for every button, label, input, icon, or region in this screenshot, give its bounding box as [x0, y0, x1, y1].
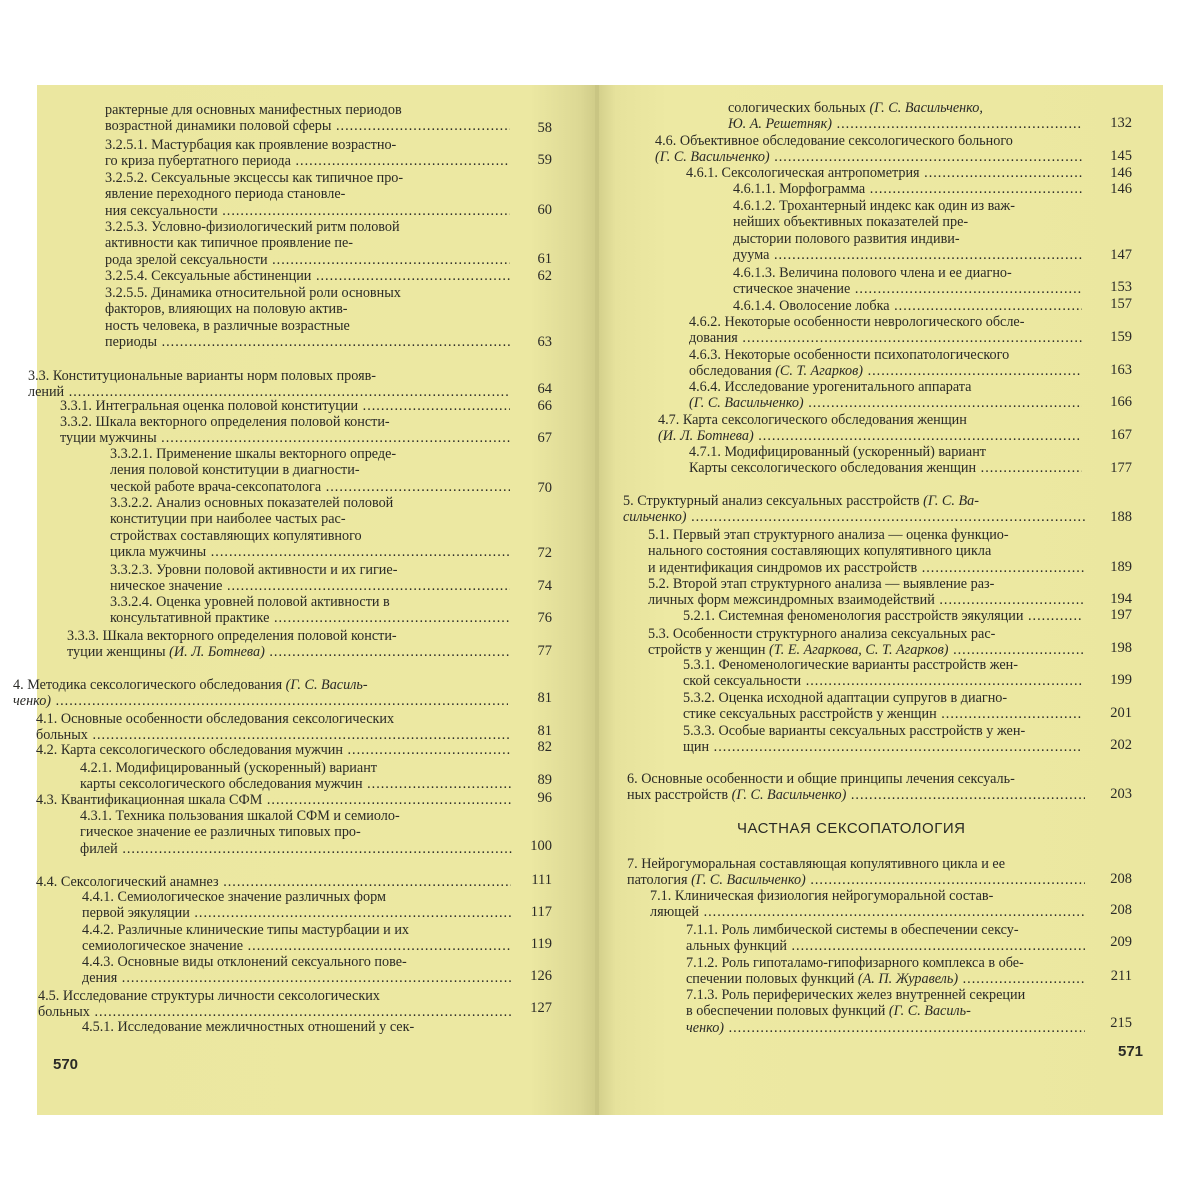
- toc-entry-line: активности как типичное проявление пе-: [105, 235, 353, 252]
- toc-entry: [13, 677, 508, 710]
- toc-entry-line: консультативной практике .....: [110, 610, 510, 626]
- toc-entry-line: ской сексуальности .....: [683, 673, 1082, 689]
- toc-entry: [648, 527, 1085, 576]
- toc-entry: [80, 808, 513, 857]
- toc-page-number: 159: [1110, 329, 1132, 345]
- toc-entry-line: 4.6.1. Сексологическая антропометрия .....: [686, 165, 1082, 181]
- toc-entry-line: 4.3. Квантификационная шкала СФМ .....: [36, 792, 511, 808]
- toc-entry-line: ченко) .....: [13, 693, 508, 709]
- toc-entry: [686, 922, 1085, 955]
- toc-page-number: 189: [1110, 559, 1132, 575]
- toc-entry-line: больных .....: [36, 727, 511, 743]
- toc-entry-line: 4.7. Карта сексологического обследования женщин: [658, 412, 967, 428]
- toc-page-number: 209: [1110, 934, 1132, 950]
- toc-entry-line: 4.5.1. Исследование межличностных отношений у сек-: [82, 1019, 415, 1035]
- toc-page-number: 96: [537, 790, 552, 806]
- toc-entry: [627, 771, 1085, 804]
- toc-page-number: 208: [1110, 871, 1132, 887]
- toc-page-number: 153: [1110, 279, 1132, 295]
- toc-entry-line: 4.6.1.2. Трохантерный индекс как один из важ-: [733, 198, 1015, 214]
- toc-page-number: 147: [1110, 247, 1132, 263]
- toc-entry-line: 4.4.1. Семиологическое значение различных форм: [82, 889, 386, 905]
- toc-entry: [623, 493, 1085, 526]
- toc-entry-line: ченко) .....: [686, 1020, 1085, 1036]
- toc-page-number: 60: [537, 202, 552, 218]
- toc-entry: [110, 562, 510, 595]
- toc-entry-line: 5.3.2. Оценка исходной адаптации супругов в диагно-: [683, 690, 1008, 706]
- toc-entry-line: 5.2. Второй этап структурного анализа — выявление раз-: [648, 576, 995, 592]
- toc-entry-line: филей .....: [80, 841, 513, 857]
- toc-entry: [82, 1019, 512, 1035]
- toc-entry-line: гическое значение ее различных типовых про-: [80, 824, 361, 841]
- toc-entry: [60, 414, 510, 447]
- toc-entry: [67, 628, 510, 661]
- toc-entry: [105, 137, 510, 170]
- toc-page-number: 127: [530, 1000, 552, 1016]
- toc-entry-line: 3.3.2.2. Анализ основных показателей половой: [110, 495, 394, 511]
- toc-entry-line: Карты сексологического обследования женщин .....: [689, 460, 1082, 476]
- toc-entry-line: личных форм межсиндромных взаимодействий .....: [648, 592, 1085, 608]
- toc-page-number: 203: [1110, 786, 1132, 802]
- toc-entry: [733, 181, 1082, 197]
- toc-entry: [733, 298, 1082, 314]
- toc-page-number: 66: [537, 398, 552, 414]
- toc-page-number: 194: [1110, 591, 1132, 607]
- toc-entry-line: 3.2.5.4. Сексуальные абстиненции .....: [105, 268, 510, 284]
- toc-entry-line: ляющей .....: [650, 904, 1085, 920]
- toc-entry-line: 4.7.1. Модифицированный (ускоренный) вариант: [689, 444, 986, 460]
- toc-page-number: 201: [1110, 705, 1132, 721]
- toc-entry: [686, 165, 1082, 181]
- toc-entry: [36, 792, 511, 808]
- toc-entry-line: туции мужчины .....: [60, 430, 510, 446]
- toc-entry: [80, 760, 513, 793]
- toc-entry: [36, 711, 511, 744]
- toc-page-number: 59: [537, 152, 552, 168]
- toc-page-number: 199: [1110, 672, 1132, 688]
- toc-entry: [105, 102, 510, 135]
- toc-entry-line: 4.6.1.1. Морфограмма .....: [733, 181, 1082, 197]
- toc-page-number: 77: [537, 643, 552, 659]
- toc-entry: [105, 285, 510, 350]
- toc-page-number: 215: [1110, 1015, 1132, 1031]
- toc-page-number: 76: [537, 610, 552, 626]
- toc-entry-line: 7.1. Клиническая физиология нейрогуморальной состав-: [650, 888, 994, 904]
- toc-entry-line: ческой работе врача-сексопатолога .....: [110, 479, 510, 495]
- toc-entry-line: ния сексуальности .....: [105, 203, 510, 219]
- book-spread: [13, 85, 1163, 1115]
- toc-entry: [38, 988, 511, 1021]
- toc-entry-line: рода зрелой сексуальности .....: [105, 252, 510, 268]
- toc-entry-line: (Г. С. Васильченко) .....: [689, 395, 1082, 411]
- toc-entry-line: стройств у женщин (Т. Е. Агаркова, С. Т. Агарков) .....: [648, 642, 1085, 658]
- toc-entry-line: лений .....: [28, 384, 510, 400]
- section-heading: ЧАСТНАЯ СЕКСОПАТОЛОГИЯ: [737, 820, 966, 837]
- toc-entry-line: 4.4. Сексологический анамнез .....: [36, 874, 511, 890]
- toc-entry: [683, 690, 1082, 723]
- toc-page-number: 81: [537, 690, 552, 706]
- toc-entry-line: патология (Г. С. Васильченко) .....: [627, 872, 1085, 888]
- toc-entry-line: цикла мужчины .....: [110, 544, 510, 560]
- toc-entry-line: 3.3.3. Шкала векторного определения половой консти-: [67, 628, 397, 644]
- toc-entry-line: семиологическое значение .....: [82, 938, 512, 954]
- toc-entry: [655, 133, 1082, 166]
- toc-entry: [689, 379, 1082, 412]
- toc-page-number: 89: [537, 772, 552, 788]
- toc-entry-line: 4.6.1.3. Величина полового члена и ее диагно-: [733, 265, 1012, 281]
- toc-entry-line: 3.2.5.1. Мастурбация как проявление возрастно-: [105, 137, 397, 153]
- left-page: [13, 85, 597, 1115]
- toc-entry-line: (Г. С. Васильченко) .....: [655, 149, 1082, 165]
- toc-entry-line: (И. Л. Ботнева) .....: [658, 428, 1082, 444]
- toc-entry-line: 5. Структурный анализ сексуальных расстройств (Г. С. Ва-: [623, 493, 979, 509]
- toc-entry: [728, 100, 1082, 133]
- toc-entry-line: ность человека, в различные возрастные: [105, 317, 350, 334]
- toc-entry-line: 7.1.3. Роль периферических желез внутренней секреции: [686, 987, 1026, 1003]
- toc-entry: [82, 954, 512, 987]
- toc-entry-line: больных .....: [38, 1004, 511, 1020]
- toc-entry: [105, 268, 510, 284]
- toc-entry-line: 3.3.2.3. Уровни половой активности и их гигие-: [110, 562, 398, 578]
- toc-entry-line: 4.6.1.4. Оволосение лобка .....: [733, 298, 1082, 314]
- toc-entry-line: сильченко) .....: [623, 509, 1085, 525]
- toc-page-number: 167: [1110, 427, 1132, 443]
- toc-entry: [36, 742, 511, 758]
- toc-entry-line: 3.2.5.5. Динамика относительной роли основных: [105, 285, 401, 301]
- toc-page-number: 64: [537, 381, 552, 397]
- toc-entry-line: 5.1. Первый этап структурного анализа — оценка функцио-: [648, 527, 1009, 543]
- toc-entry-line: 4.5. Исследование структуры личности сексологических: [38, 988, 380, 1004]
- toc-entry-line: явление переходного периода становле-: [105, 186, 346, 203]
- toc-entry: [733, 198, 1082, 263]
- toc-page-number: 81: [537, 723, 552, 739]
- toc-entry: [627, 856, 1085, 889]
- toc-entry-line: 5.3.3. Особые варианты сексуальных расстройств у жен-: [683, 723, 1026, 739]
- toc-entry-line: 5.3. Особенности структурного анализа сексуальных рас-: [648, 626, 996, 642]
- toc-page-number: 202: [1110, 737, 1132, 753]
- toc-entry: [686, 955, 1085, 988]
- toc-entry-line: 3.3.2.1. Применение шкалы векторного опреде-: [110, 446, 397, 462]
- toc-page-number: 177: [1110, 460, 1132, 476]
- toc-entry-line: 4.2.1. Модифицированный (ускоренный) вариант: [80, 760, 377, 776]
- toc-page-number: 70: [537, 480, 552, 496]
- toc-entry-line: 4.6.4. Исследование урогенитального аппарата: [689, 379, 972, 395]
- toc-entry-line: факторов, влияющих на половую актив-: [105, 301, 348, 318]
- toc-entry: [683, 657, 1082, 690]
- toc-page-number: 146: [1110, 165, 1132, 181]
- toc-entry-line: 4.4.3. Основные виды отклонений сексуального пове-: [82, 954, 407, 970]
- toc-entry-line: спечении половых функций (А. П. Журавель) .....: [686, 971, 1085, 987]
- toc-page-number: 146: [1110, 181, 1132, 197]
- toc-entry-line: 4.6. Объективное обследование сексологического больного: [655, 133, 1013, 149]
- toc-entry-line: 5.2.1. Системная феноменология расстройств эякуляции .....: [683, 608, 1082, 624]
- toc-page-number: 188: [1110, 509, 1132, 525]
- toc-page-number: 67: [537, 430, 552, 446]
- toc-page-number: 119: [530, 936, 552, 952]
- toc-entry: [648, 626, 1085, 659]
- toc-entry-line: 3.3. Конституциональные варианты норм половых прояв-: [28, 368, 377, 384]
- right-page: [599, 85, 1163, 1115]
- toc-entry-line: альных функций .....: [686, 938, 1085, 954]
- toc-entry-line: в обеспечении половых функций (Г. С. Василь-: [686, 1003, 971, 1020]
- toc-entry-line: 7.1.2. Роль гипоталамо-гипофизарного комплекса в обе-: [686, 955, 1024, 971]
- toc-entry-line: нального состояния составляющих копулятивного цикла: [648, 543, 992, 560]
- toc-entry: [689, 444, 1082, 477]
- toc-entry: [683, 608, 1082, 624]
- toc-page-number: 211: [1110, 968, 1132, 984]
- toc-entry: [110, 594, 510, 627]
- toc-entry-line: стическое значение .....: [733, 281, 1082, 297]
- page-number-left: 570: [53, 1056, 79, 1073]
- toc-entry: [82, 922, 512, 955]
- toc-page-number: 166: [1110, 394, 1132, 410]
- toc-entry: [105, 170, 510, 219]
- toc-entry-line: первой эякуляции .....: [82, 905, 512, 921]
- toc-page-number: 63: [537, 334, 552, 350]
- toc-entry: [105, 219, 510, 268]
- toc-page-number: 74: [537, 578, 552, 594]
- toc-entry-line: 4.6.3. Некоторые особенности психопатологического: [689, 347, 1010, 363]
- toc-entry-line: 7.1.1. Роль лимбической системы в обеспечении сексу-: [686, 922, 1019, 938]
- toc-entry-line: сологических больных (Г. С. Васильченко,: [728, 100, 983, 116]
- toc-entry-line: го кризa пубертатного периода .....: [105, 153, 510, 169]
- toc-entry: [658, 412, 1082, 445]
- toc-entry: [686, 987, 1085, 1036]
- toc-entry-line: 3.2.5.2. Сексуальные эксцессы как типичное про-: [105, 170, 404, 186]
- toc-entry-line: дыстории полового развития индиви-: [733, 230, 960, 247]
- toc-entry-line: и идентификация синдромов их расстройств .....: [648, 560, 1085, 576]
- toc-entry: [683, 723, 1082, 756]
- toc-entry-line: 7. Нейрогуморальная составляющая копулятивного цикла и ее: [627, 856, 1006, 872]
- toc-entry: [28, 368, 510, 401]
- toc-entry: [650, 888, 1085, 921]
- toc-entry-line: нейших объективных показателей пре-: [733, 214, 969, 231]
- toc-entry: [689, 347, 1082, 380]
- toc-entry-line: дования .....: [689, 330, 1082, 346]
- toc-entry-line: Ю. А. Решетняк) .....: [728, 116, 1082, 132]
- toc-entry-line: обследования (С. Т. Агарков) .....: [689, 363, 1082, 379]
- toc-entry-line: стике сексуальных расстройств у женщин .....: [683, 706, 1082, 722]
- page-number-right: 571: [1118, 1043, 1144, 1060]
- toc-entry-line: 4. Методика сексологического обследования (Г. С. Василь-: [13, 677, 368, 693]
- toc-page-number: 197: [1110, 607, 1132, 623]
- toc-page-number: 157: [1110, 296, 1132, 312]
- toc-entry-line: дуума .....: [733, 247, 1082, 263]
- toc-entry-line: 4.6.2. Некоторые особенности неврологического обсле-: [689, 314, 1025, 330]
- toc-page-number: 100: [530, 838, 552, 854]
- toc-entry-line: периоды .....: [105, 334, 510, 350]
- toc-entry: [648, 576, 1085, 609]
- toc-page-number: 62: [537, 268, 552, 284]
- toc-entry-line: возрастной динамики половой сферы .....: [105, 118, 510, 134]
- toc-entry-line: 4.1. Основные особенности обследования сексологических: [36, 711, 395, 727]
- toc-page-number: 208: [1110, 902, 1132, 918]
- toc-entry: [733, 265, 1082, 298]
- toc-entry-line: 6. Основные особенности и общие принципы лечения сексуаль-: [627, 771, 1015, 787]
- toc-entry-line: ническое значение .....: [110, 578, 510, 594]
- toc-page-number: 82: [537, 739, 552, 755]
- toc-page-number: 58: [537, 120, 552, 136]
- toc-entry: [60, 398, 510, 414]
- toc-entry-line: щин .....: [683, 739, 1082, 755]
- toc-entry-line: дения .....: [82, 970, 512, 986]
- toc-page-number: 198: [1110, 640, 1132, 656]
- toc-page-number: 132: [1110, 115, 1132, 131]
- toc-entry: [110, 495, 510, 560]
- toc-page-number: 117: [530, 904, 552, 920]
- toc-page-number: 61: [537, 251, 552, 267]
- toc-page-number: 163: [1110, 362, 1132, 378]
- toc-entry: [110, 446, 510, 495]
- toc-entry-line: 4.4.2. Различные клинические типы мастурбации и их: [82, 922, 410, 938]
- toc-entry-line: 4.3.1. Техника пользования шкалой СФМ и семиоло-: [80, 808, 400, 824]
- toc-entry: [82, 889, 512, 922]
- toc-entry-line: карты сексологического обследования мужчин .....: [80, 776, 513, 792]
- toc-page-number: 145: [1110, 148, 1132, 164]
- toc-entry-line: рактерные для основных манифестных периодов: [105, 102, 402, 118]
- toc-entry: [689, 314, 1082, 347]
- toc-entry-line: 5.3.1. Феноменологические варианты расстройств жен-: [683, 657, 1018, 673]
- toc-entry-line: 3.2.5.3. Условно-физиологический ритм половой: [105, 219, 400, 235]
- toc-entry-line: 3.3.2.4. Оценка уровней половой активности в: [110, 594, 390, 610]
- toc-page-number: 126: [530, 968, 552, 984]
- toc-entry-line: 3.3.1. Интегральная оценка половой конституции .....: [60, 398, 510, 414]
- toc-entry-line: 3.3.2. Шкала векторного определения половой консти-: [60, 414, 390, 430]
- toc-entry-line: 4.2. Карта сексологического обследования мужчин .....: [36, 742, 511, 758]
- toc-entry-line: туции женщины (И. Л. Ботнева) .....: [67, 644, 510, 660]
- toc-page-number: 72: [537, 545, 552, 561]
- toc-entry: [36, 874, 511, 890]
- toc-entry-line: ных расстройств (Г. С. Васильченко) .....: [627, 787, 1085, 803]
- toc-entry-line: конституции при наиболее частых рас-: [110, 511, 346, 528]
- toc-page-number: 111: [531, 872, 552, 888]
- toc-entry-line: стройствах составляющих копулятивного: [110, 527, 362, 544]
- toc-entry-line: ления половой конституции в диагности-: [110, 462, 360, 479]
